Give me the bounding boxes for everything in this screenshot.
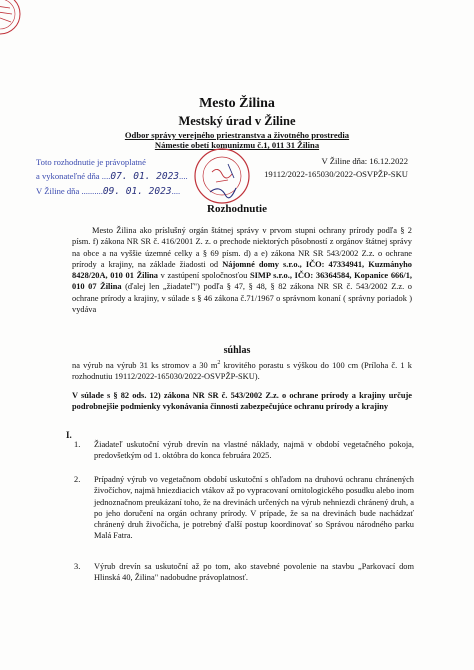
applicant-name: Nájomné domy s.r.o., IČO: 47334941, Kuzmányho 8428/20A, 010 01 Žilina <box>72 259 412 281</box>
city-title: Mesto Žilina <box>199 96 275 111</box>
reference-block <box>238 155 408 181</box>
conditions-intro: V súlade s § 82 ods. 12) zákona NR SR č. 543/2002 Z.z. o ochrane prírody a krajiny určuje podrobnejšie podmienky vykonávania činnosti zabezpečujúce ochranu prírody a krajiny <box>72 391 412 412</box>
condition-item: 3. Výrub drevín sa uskutoční až po tom, ako stavebné povolenie na stavbu „Parkovací dom Hlinská 40, Žilina" nadobudne právoplatnosť. <box>74 562 414 583</box>
section-numeral: I. <box>66 430 72 440</box>
legal-effect-stamp <box>36 155 188 199</box>
corner-stamp-fragment <box>0 0 26 42</box>
reference-date: V Žiline dňa: 16.12.2022 <box>321 156 408 166</box>
reference-number: 19112/2022-165030/2022-OSVPŽP-SKU <box>264 169 408 179</box>
legal-stamp-line3: V Žiline dňa ..........09. 01. 2023.... <box>36 186 181 197</box>
felling-scope-paragraph: na výrub na výrub 31 ks stromov a 30 $m^2$ krovitého porastu s výškou do 100 cm (Príloha č. 1 k rozhodnutiu 19112/2022-165030/2022-OSVPŽP-SKU). <box>72 360 412 382</box>
document-title: Rozhodnutie <box>207 203 267 215</box>
condition-item: 1. Žiadateľ uskutoční výrub drevín na vlastné náklady, najmä v období vegetačného pokoja, predovšetkým od 1. októbra do konca februára 2025. <box>74 440 414 461</box>
office-title: Mestský úrad v Žiline <box>178 114 296 128</box>
legal-stamp-line2: a vykonateľné dňa ....07. 01. 2023.... <box>36 171 188 182</box>
office-address: Námestie obetí komunizmu č.1, 011 31 Žilina <box>154 140 320 150</box>
handwritten-effective-date: 07. 01. 2023 <box>110 171 180 182</box>
condition-item: 2. Prípadný výrub vo vegetačnom období uskutoční s ohľadom na druhovú ochranu chránených živočíchov, najmä hniezdiacich vtákov až po vypracovaní ornitologického posudku alebo inom jednoznačnom preukázaní toho, že na drevinách určených na výrub nehniezdi chránený druh, a po jeho doručení na orgán ochrany prírody. V prípade, že sa na drevinách bude nachádzať chránený druh živočícha, je potrebný ďalší postup koordinovať so Správou národného parku Malá Fatra. <box>74 475 414 541</box>
verdict-heading: súhlas <box>223 345 251 356</box>
intro-paragraph: Mesto Žilina ako príslušný orgán štátnej správy v prvom stupni ochrany prírody podľa § 2 písm. f) zákona NR SR č. 416/2001 Z. z. o prechode niektorých pôsobností z orgánov štátnej správy na obce a na vyššie územné celky a § 69 písm. d) a e) zákona NR SR 543/2002 Z.z. o ochrane prírody a krajiny, na základe žiadosti od Nájomné domy s.r.o., IČO: 47334941, Kuzmányho 8428/20A, 010 01 Žilina v zastúpení spoločnosťou SIMP s.r.o., IČO: 36364584, Kopanice 666/1, 010 07 Žilina (ďalej len „žiadateľ") podľa § 47, § 48, § 82 zákona NR SR č. 543/2002 Z.z. o ochrane prírody a krajiny, v súlade s § 46 zákona č.71/1967 o správnom konaní ( správny poriadok ) vydáva <box>72 226 412 315</box>
handwritten-stamp-date: 09. 01. 2023 <box>102 186 172 197</box>
department-name: Odbor správy verejného priestranstva a životného prostredia <box>124 130 350 140</box>
legal-stamp-line1: Toto rozhodnutie je právoplatné <box>36 157 146 167</box>
representative-name: SIMP s.r.o., IČO: 36364584, Kopanice 666/1, 010 07 Žilina <box>72 271 412 292</box>
